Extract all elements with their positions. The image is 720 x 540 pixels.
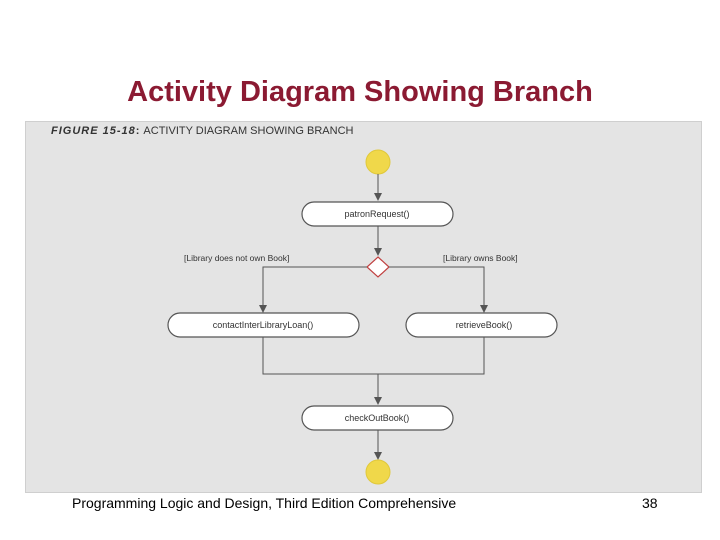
start-node [366, 150, 390, 174]
figure-panel [25, 121, 702, 493]
page-number: 38 [642, 495, 658, 511]
figure-caption-separator: : [135, 125, 140, 137]
flow-contact-loan-to-merge [263, 337, 378, 374]
figure-caption-text: ACTIVITY DIAGRAM SHOWING BRANCH [143, 125, 354, 137]
footer-text: Programming Logic and Design, Third Edition Comprehensive [72, 495, 457, 511]
decision-node [367, 257, 389, 277]
flow-retrieve-book-to-merge [378, 337, 484, 374]
action-retrieve-book-label: retrieveBook() [455, 320, 513, 330]
guard-right: [Library owns Book] [443, 253, 518, 263]
action-check-out-book-label: checkOutBook() [344, 413, 410, 423]
activity-diagram [26, 122, 701, 492]
flow-decision-to-retrieve-book [389, 267, 484, 312]
guard-left: [Library does not own Book] [184, 253, 290, 263]
slide-title: Activity Diagram Showing Branch [127, 76, 593, 108]
action-patron-request-label: patronRequest() [344, 209, 410, 219]
end-node [366, 460, 390, 484]
flow-decision-to-contact-loan [263, 267, 367, 312]
figure-number: FIGURE 15-18 [51, 125, 136, 137]
action-contact-interlibrary-loan-label: contactInterLibraryLoan() [212, 320, 314, 330]
